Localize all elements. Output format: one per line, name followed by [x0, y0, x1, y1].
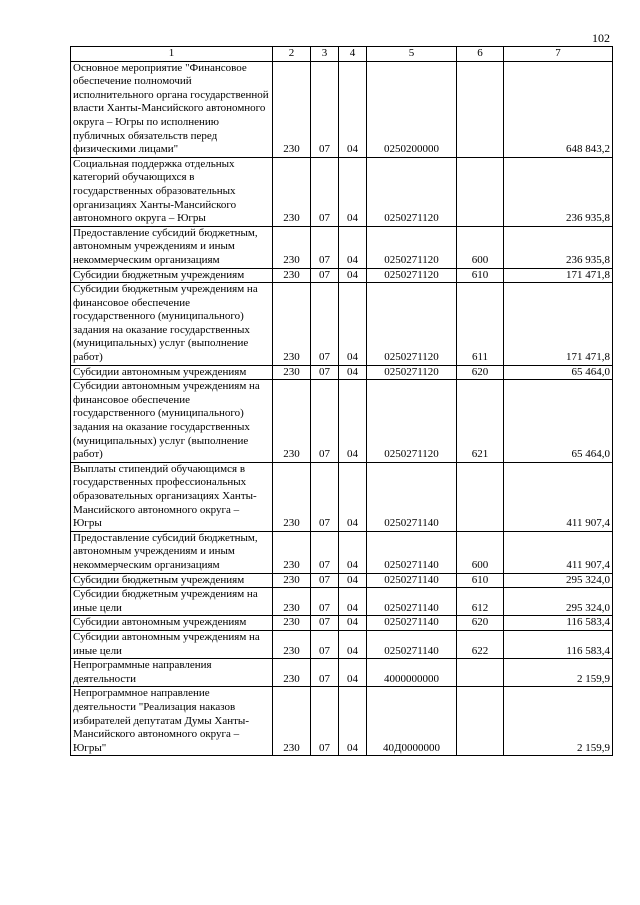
cell-grbs: 230 [273, 380, 311, 463]
table-row [71, 283, 613, 366]
table-row [71, 61, 613, 157]
table-row [71, 462, 613, 531]
column-header: 5 [367, 47, 457, 62]
cell-subsection: 04 [339, 157, 367, 226]
cell-grbs: 230 [273, 226, 311, 268]
cell-subsection: 04 [339, 283, 367, 366]
cell-amount: 2 159,9 [504, 659, 613, 687]
cell-amount: 65 464,0 [504, 380, 613, 463]
cell-target-article: 0250271140 [367, 462, 457, 531]
column-header: 3 [311, 47, 339, 62]
cell-section: 07 [311, 630, 339, 658]
cell-section: 07 [311, 616, 339, 631]
cell-section: 07 [311, 283, 339, 366]
cell-name: Субсидии бюджетным учреждениям [71, 268, 273, 283]
table-row [71, 616, 613, 631]
cell-name: Субсидии автономным учреждениям [71, 365, 273, 380]
table-row [71, 630, 613, 658]
cell-section: 07 [311, 588, 339, 616]
table-row [71, 573, 613, 588]
table-row [71, 659, 613, 687]
cell-target-article: 0250271120 [367, 268, 457, 283]
cell-grbs: 230 [273, 283, 311, 366]
cell-amount: 648 843,2 [504, 61, 613, 157]
cell-target-article: 40Д0000000 [367, 687, 457, 756]
cell-subsection: 04 [339, 380, 367, 463]
cell-grbs: 230 [273, 268, 311, 283]
cell-section: 07 [311, 380, 339, 463]
cell-subsection: 04 [339, 268, 367, 283]
cell-target-article: 4000000000 [367, 659, 457, 687]
cell-amount: 236 935,8 [504, 226, 613, 268]
cell-section: 07 [311, 659, 339, 687]
cell-grbs: 230 [273, 462, 311, 531]
cell-amount: 295 324,0 [504, 573, 613, 588]
cell-grbs: 230 [273, 630, 311, 658]
table-row [71, 157, 613, 226]
cell-amount: 171 471,8 [504, 268, 613, 283]
table-row [71, 226, 613, 268]
cell-grbs: 230 [273, 531, 311, 573]
cell-amount: 411 907,4 [504, 531, 613, 573]
cell-grbs: 230 [273, 365, 311, 380]
cell-target-article: 0250271120 [367, 283, 457, 366]
cell-section: 07 [311, 462, 339, 531]
cell-name: Основное мероприятие "Финансовое обеспечение полномочий исполнительного органа государственной власти Ханты-Мансийского автономного округа – Югры по исполнению публичных обязательств перед физическими лицами" [71, 61, 273, 157]
cell-expense-type: 620 [457, 616, 504, 631]
cell-subsection: 04 [339, 365, 367, 380]
table-row [71, 588, 613, 616]
column-header: 6 [457, 47, 504, 62]
budget-table [70, 46, 613, 756]
cell-expense-type [457, 462, 504, 531]
cell-name: Непрограммное направление деятельности "Реализация наказов избирателей депутатам Думы Ханты-Мансийского автономного округа – Югры" [71, 687, 273, 756]
page-number: 102 [592, 31, 610, 45]
column-header: 1 [71, 47, 273, 62]
cell-subsection: 04 [339, 687, 367, 756]
cell-section: 07 [311, 157, 339, 226]
cell-name: Социальная поддержка отдельных категорий обучающихся в государственных образовательных организациях Ханты-Мансийского автономного округа – Югры [71, 157, 273, 226]
cell-expense-type: 600 [457, 531, 504, 573]
cell-amount: 116 583,4 [504, 616, 613, 631]
cell-name: Непрограммные направления деятельности [71, 659, 273, 687]
cell-name: Выплаты стипендий обучающимся в государственных профессиональных образовательных организациях Ханты-Мансийского автономного округа – Югры [71, 462, 273, 531]
cell-expense-type [457, 687, 504, 756]
cell-section: 07 [311, 573, 339, 588]
cell-amount: 171 471,8 [504, 283, 613, 366]
cell-target-article: 0250271140 [367, 630, 457, 658]
cell-section: 07 [311, 61, 339, 157]
cell-subsection: 04 [339, 462, 367, 531]
cell-grbs: 230 [273, 588, 311, 616]
cell-amount: 295 324,0 [504, 588, 613, 616]
cell-name: Субсидии бюджетным учреждениям на финансовое обеспечение государственного (муниципального) задания на оказание государственных (муниципальных) услуг (выполнение работ) [71, 283, 273, 366]
cell-amount: 65 464,0 [504, 365, 613, 380]
cell-name: Субсидии бюджетным учреждениям [71, 573, 273, 588]
cell-expense-type [457, 157, 504, 226]
cell-grbs: 230 [273, 687, 311, 756]
cell-amount: 116 583,4 [504, 630, 613, 658]
cell-subsection: 04 [339, 616, 367, 631]
cell-amount: 411 907,4 [504, 462, 613, 531]
column-header: 4 [339, 47, 367, 62]
cell-subsection: 04 [339, 226, 367, 268]
cell-amount: 2 159,9 [504, 687, 613, 756]
cell-expense-type: 621 [457, 380, 504, 463]
cell-section: 07 [311, 687, 339, 756]
cell-name: Субсидии бюджетным учреждениям на иные цели [71, 588, 273, 616]
cell-grbs: 230 [273, 157, 311, 226]
cell-target-article: 0250271120 [367, 380, 457, 463]
cell-expense-type [457, 659, 504, 687]
cell-target-article: 0250271140 [367, 573, 457, 588]
cell-expense-type: 612 [457, 588, 504, 616]
cell-section: 07 [311, 226, 339, 268]
table-row [71, 531, 613, 573]
cell-target-article: 0250271120 [367, 157, 457, 226]
cell-section: 07 [311, 268, 339, 283]
cell-subsection: 04 [339, 61, 367, 157]
cell-target-article: 0250271120 [367, 365, 457, 380]
cell-name: Предоставление субсидий бюджетным, автономным учреждениям и иным некоммерческим организациям [71, 226, 273, 268]
table-row [71, 380, 613, 463]
cell-target-article: 0250271140 [367, 531, 457, 573]
cell-subsection: 04 [339, 573, 367, 588]
table-row [71, 687, 613, 756]
cell-target-article: 0250271140 [367, 616, 457, 631]
table-header-row [71, 47, 613, 62]
cell-grbs: 230 [273, 659, 311, 687]
cell-name: Предоставление субсидий бюджетным, автономным учреждениям и иным некоммерческим организациям [71, 531, 273, 573]
cell-grbs: 230 [273, 616, 311, 631]
cell-expense-type: 610 [457, 573, 504, 588]
cell-name: Субсидии автономным учреждениям [71, 616, 273, 631]
cell-expense-type: 611 [457, 283, 504, 366]
column-header: 7 [504, 47, 613, 62]
cell-subsection: 04 [339, 588, 367, 616]
cell-grbs: 230 [273, 573, 311, 588]
cell-target-article: 0250271120 [367, 226, 457, 268]
cell-subsection: 04 [339, 531, 367, 573]
table-row [71, 268, 613, 283]
cell-name: Субсидии автономным учреждениям на финансовое обеспечение государственного (муниципального) задания на оказание государственных (муниципальных) услуг (выполнение работ) [71, 380, 273, 463]
cell-target-article: 0250200000 [367, 61, 457, 157]
column-header: 2 [273, 47, 311, 62]
cell-amount: 236 935,8 [504, 157, 613, 226]
cell-section: 07 [311, 531, 339, 573]
cell-section: 07 [311, 365, 339, 380]
cell-expense-type [457, 61, 504, 157]
cell-expense-type: 622 [457, 630, 504, 658]
cell-expense-type: 610 [457, 268, 504, 283]
cell-subsection: 04 [339, 630, 367, 658]
cell-expense-type: 620 [457, 365, 504, 380]
table-row [71, 365, 613, 380]
cell-expense-type: 600 [457, 226, 504, 268]
cell-name: Субсидии автономным учреждениям на иные цели [71, 630, 273, 658]
cell-target-article: 0250271140 [367, 588, 457, 616]
table-body [71, 61, 613, 756]
cell-grbs: 230 [273, 61, 311, 157]
cell-subsection: 04 [339, 659, 367, 687]
